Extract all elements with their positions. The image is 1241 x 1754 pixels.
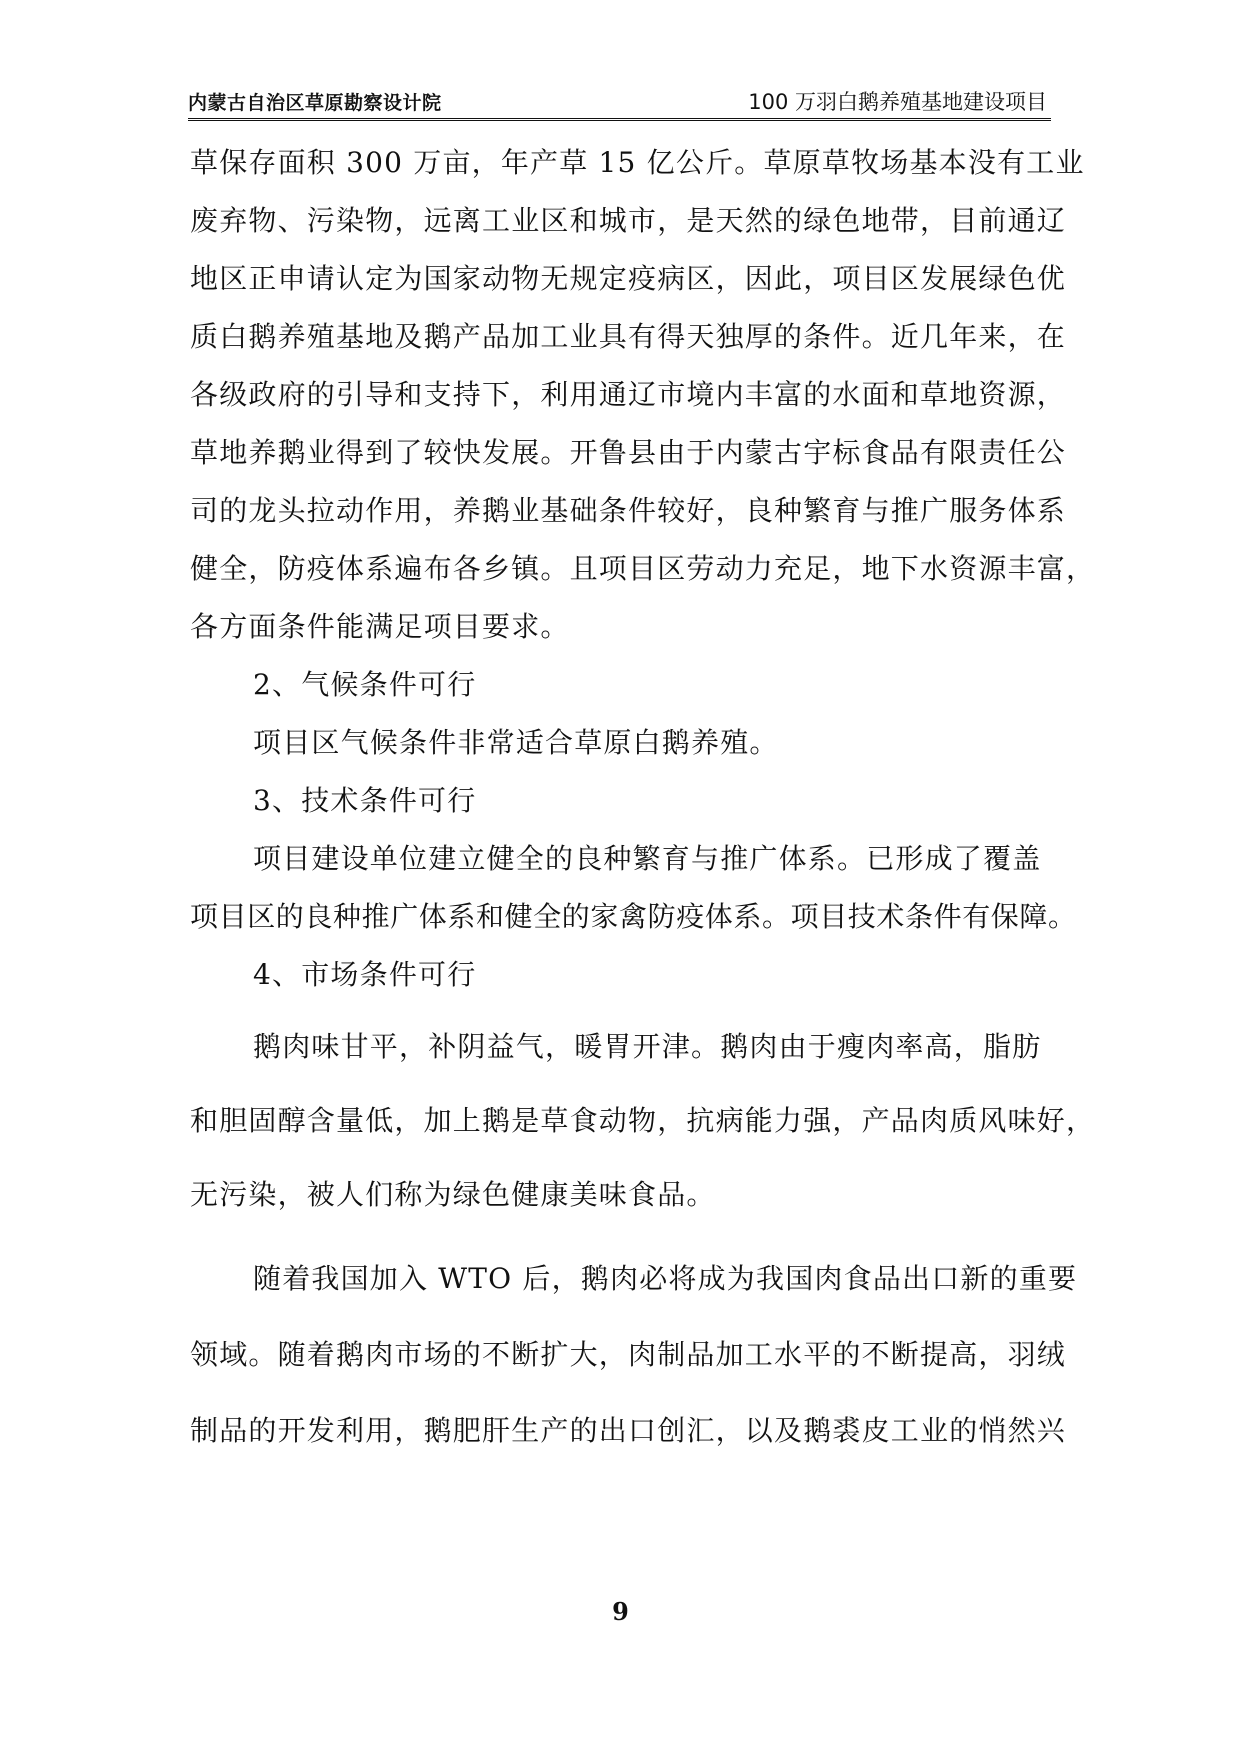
- text-line: 无污染，被人们称为绿色健康美味食品。: [190, 1178, 716, 1211]
- text-line: 健全，防疫体系遍布各乡镇。且项目区劳动力充足，地下水资源丰富，: [190, 552, 1096, 585]
- header-organization: 内蒙古自治区草原勘察设计院: [188, 92, 442, 114]
- text-line: 随着我国加入 WTO 后，鹅肉必将成为我国肉食品出口新的重要: [253, 1262, 1078, 1295]
- text-line: 项目建设单位建立健全的良种繁育与推广体系。已形成了覆盖: [253, 842, 1042, 875]
- text-line: 废弃物、污染物，远离工业区和城市，是天然的绿色地带，目前通辽: [190, 204, 1067, 237]
- text-line: 司的龙头拉动作用，养鹅业基础条件较好，良种繁育与推广服务体系: [190, 494, 1067, 527]
- section-heading: 4、市场条件可行: [253, 958, 477, 991]
- header-project-title: 100 万羽白鹅养殖基地建设项目: [748, 90, 1047, 114]
- text-line: 制品的开发利用，鹅肥肝生产的出口创汇，以及鹅裘皮工业的悄然兴: [190, 1414, 1067, 1447]
- page-header: [188, 84, 1051, 121]
- text-line: 各方面条件能满足项目要求。: [190, 610, 570, 643]
- text-line: 地区正申请认定为国家动物无规定疫病区，因此，项目区发展绿色优: [190, 262, 1067, 295]
- section-heading: 2、气候条件可行: [253, 668, 477, 701]
- section-heading: 3、技术条件可行: [253, 784, 477, 817]
- text-line: 鹅肉味甘平，补阴益气，暖胃开津。鹅肉由于瘦肉率高，脂肪: [253, 1030, 1042, 1063]
- text-line: 各级政府的引导和支持下，利用通辽市境内丰富的水面和草地资源，: [190, 378, 1067, 411]
- text-line: 草保存面积 300 万亩，年产草 15 亿公斤。草原草牧场基本没有工业: [190, 146, 1085, 179]
- text-line: 质白鹅养殖基地及鹅产品加工业具有得天独厚的条件。近几年来，在: [190, 320, 1067, 353]
- text-line: 草地养鹅业得到了较快发展。开鲁县由于内蒙古宇标食品有限责任公: [190, 436, 1067, 469]
- text-line: 项目区气候条件非常适合草原白鹅养殖。: [253, 726, 779, 759]
- text-line: 领域。随着鹅肉市场的不断扩大，肉制品加工水平的不断提高，羽绒: [190, 1338, 1067, 1371]
- text-line: 和胆固醇含量低，加上鹅是草食动物，抗病能力强，产品肉质风味好，: [190, 1104, 1096, 1137]
- page-number: 9: [612, 1597, 629, 1626]
- text-line: 项目区的良种推广体系和健全的家禽防疫体系。项目技术条件有保障。: [190, 900, 1077, 933]
